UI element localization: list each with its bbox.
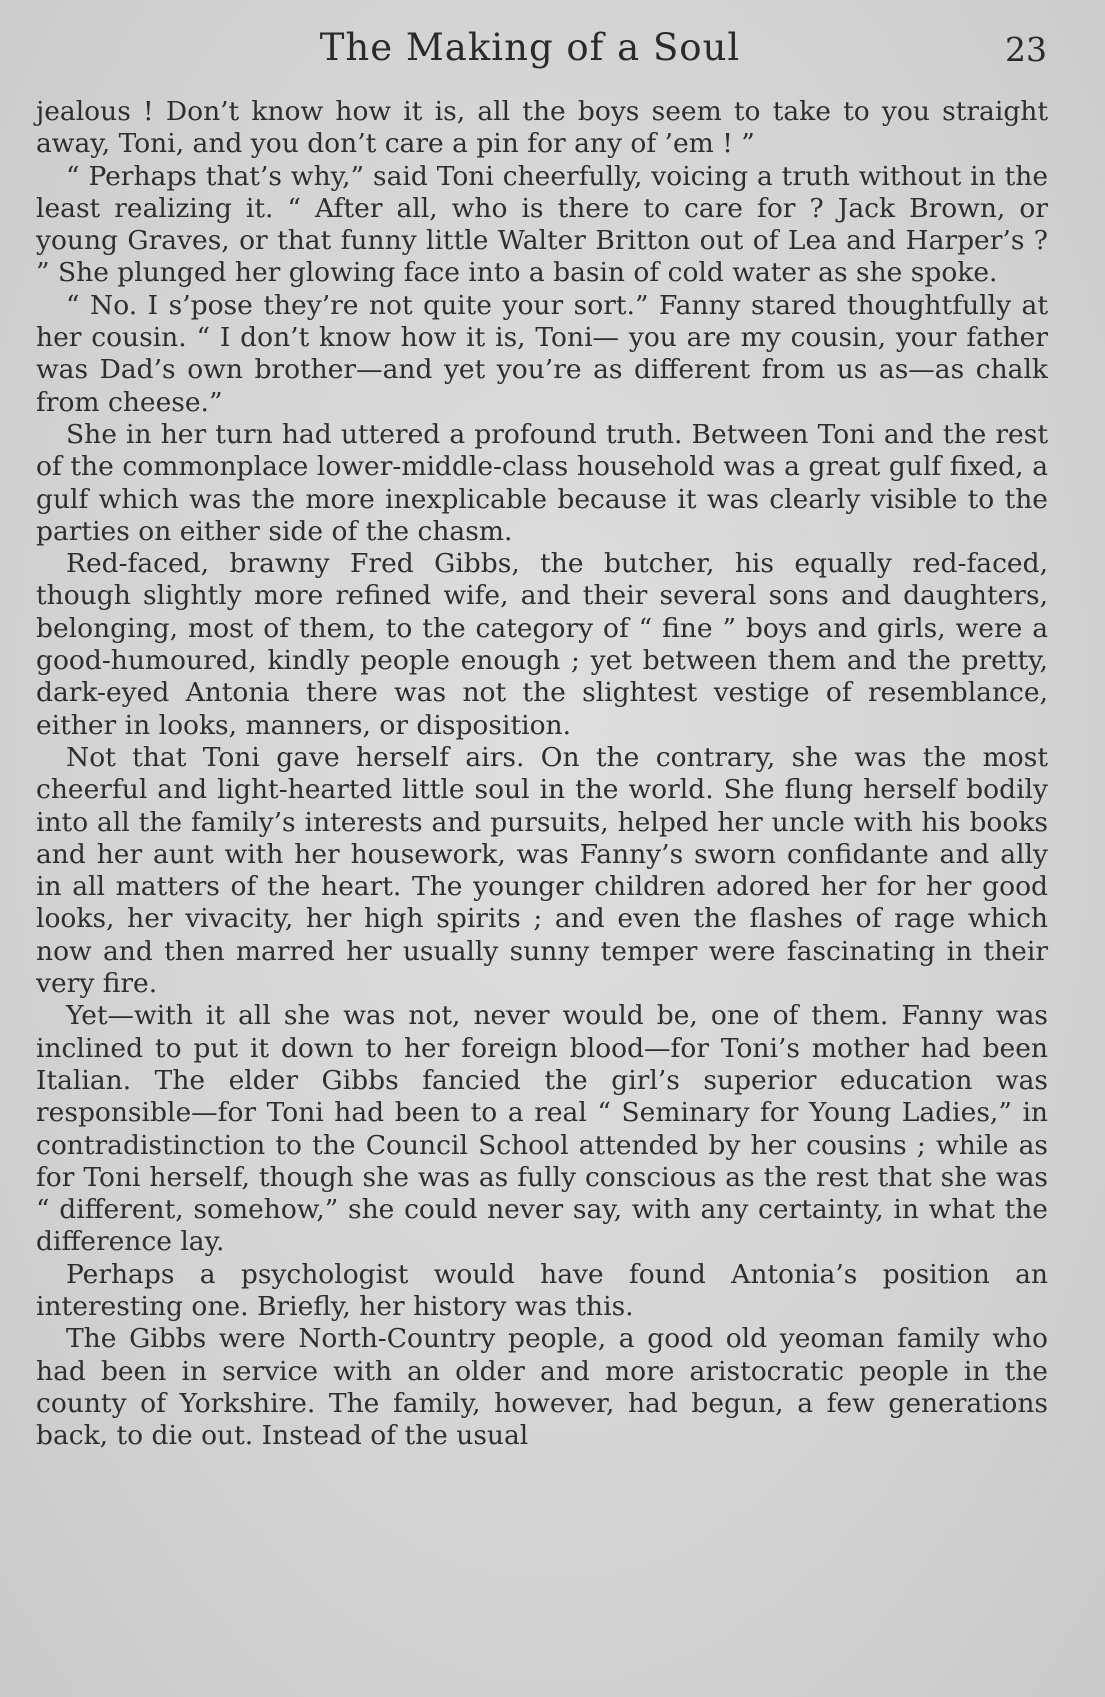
page-header	[0, 26, 1105, 86]
paragraph: Not that Toni gave herself airs. On the contrary, she was the most cheerful and light-hearted little soul in the world. She flung herself bodily into all the family’s interests and pursuits, helped her uncle with his books and her aunt with her housework, was Fanny’s sworn confidante and ally in all matters of the heart. The younger children adored her for her good looks, her vivacity, her high spirits ; and even the flashes of rage which now and then marred her usually sunny temper were fascinating in their very fire.	[36, 741, 1048, 1000]
body-text	[36, 96, 1048, 1452]
page-number: 23	[1005, 30, 1047, 69]
paragraph: “ Perhaps that’s why,” said Toni cheerfully, voicing a truth without in the least realizing it. “ After all, who is there to care for ? Jack Brown, or young Graves, or that funny little Walter Britton out of Lea and Harper’s ? ” She plunged her glowing face into a basin of cold water as she spoke.	[36, 160, 1048, 289]
paragraph: She in her turn had uttered a profound truth. Between Toni and the rest of the commonplace lower-middle-class household was a great gulf fixed, a gulf which was the more inexplicable because it was clearly visible to the parties on either side of the chasm.	[36, 418, 1048, 547]
paragraph: Yet—with it all she was not, never would be, one of them. Fanny was inclined to put it down to her foreign blood—for Toni’s mother had been Italian. The elder Gibbs fancied the girl’s superior education was responsible—for Toni had been to a real “ Seminary for Young Ladies,” in contradistinction to the Council School attended by her cousins ; while as for Toni herself, though she was as fully conscious as the rest that she was “ different, somehow,” she could never say, with any certainty, in what the difference lay.	[36, 1000, 1048, 1258]
paragraph: “ No. I s’pose they’re not quite your sort.” Fanny stared thoughtfully at her cousin. “ I don’t know how it is, Toni— you are my cousin, your father was Dad’s own brother—and yet you’re as different from us as—as chalk from cheese.”	[36, 289, 1048, 418]
running-title: The Making of a Soul	[319, 26, 741, 69]
paragraph: Red-faced, brawny Fred Gibbs, the butcher, his equally red-faced, though slightly more refined wife, and their several sons and daughters, belonging, most of them, to the category of “ fine ” boys and girls, were a good-humoured, kindly people enough ; yet between them and the pretty, dark-eyed Antonia there was not the slightest vestige of resemblance, either in looks, manners, or disposition.	[36, 548, 1048, 741]
paragraph: The Gibbs were North-Country people, a good old yeoman family who had been in service with an older and more aristocratic people in the county of Yorkshire. The family, however, had begun, a few generations back, to die out. Instead of the usual	[36, 1323, 1048, 1452]
paragraph: Perhaps a psychologist would have found Antonia’s position an interesting one. Briefly, her history was this.	[36, 1258, 1048, 1322]
paragraph: jealous ! Don’t know how it is, all the boys seem to take to you straight away, Toni, and you don’t care a pin for any of ’em ! ”	[36, 96, 1048, 160]
